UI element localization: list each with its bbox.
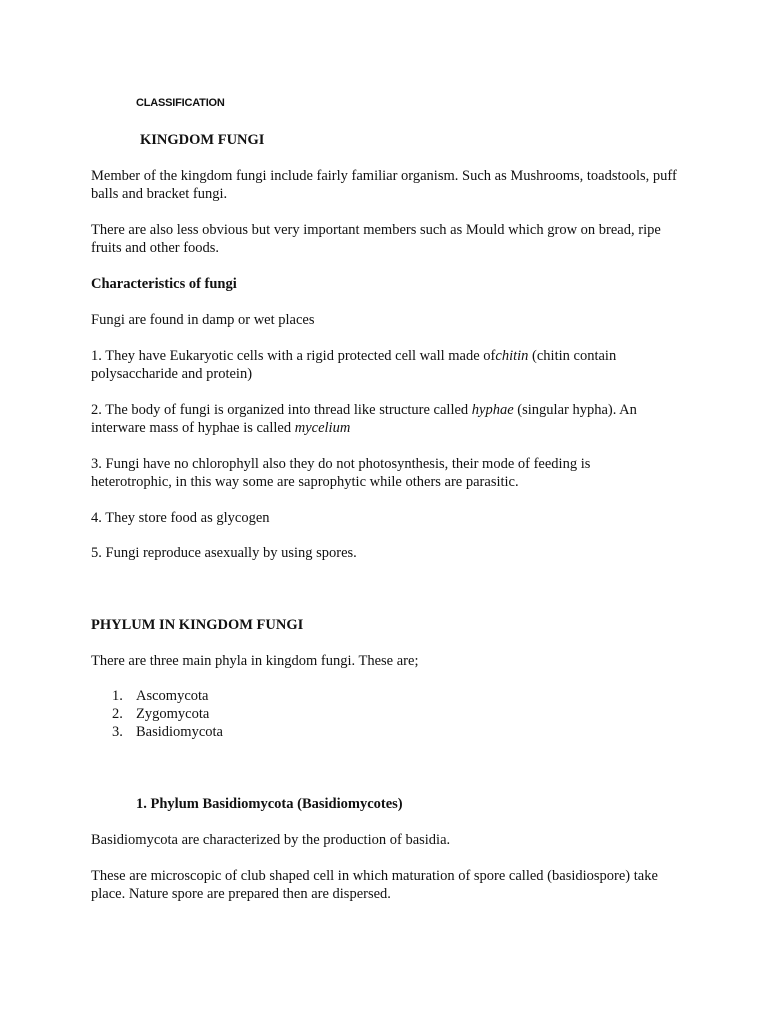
phylum-name: Zygomycota [136, 706, 210, 722]
phylum-name: Basidiomycota [136, 724, 223, 740]
hyphae-term: hyphae [471, 402, 514, 418]
chitin-term: chitin [495, 348, 529, 364]
basidiomycota-paragraph-2: These are microscopic of club shaped cell in which maturation of spore called (basidiospore) take place. Nature spore are prepared then are dispersed. [91, 868, 658, 902]
list-item [112, 723, 223, 741]
list-number: 3. [112, 724, 123, 740]
characteristic-1 [91, 347, 651, 383]
characteristic-4: 4. They store food as glycogen [91, 510, 270, 526]
intro-paragraph-1: Member of the kingdom fungi include fairly familiar organism. Such as Mushrooms, toadstools, puff balls and bracket fungi. [91, 168, 677, 202]
characteristic-2-text: 2. The body of fungi is organized into thread like structure called [91, 402, 472, 418]
classification-label: CLASSIFICATION [136, 97, 225, 109]
phyla-list [112, 687, 223, 741]
characteristic-2 [91, 401, 681, 437]
list-number: 2. [112, 706, 123, 722]
characteristic-2-middle: (singular hypha). An interware mass of hyphae is called [91, 402, 637, 436]
list-item [112, 687, 223, 705]
phylum-heading: PHYLUM IN KINGDOM FUNGI [91, 617, 304, 633]
characteristic-1-text: 1. They have Eukaryotic cells with a rigid protected cell wall made of [91, 348, 496, 364]
list-number: 1. [112, 688, 123, 704]
phylum-name: Ascomycota [136, 688, 209, 704]
kingdom-title: KINGDOM FUNGI [140, 132, 265, 148]
characteristic-3: 3. Fungi have no chlorophyll also they do not photosynthesis, their mode of feeding is heterotrophic, in this way some are saprophytic while others are parasitic. [91, 456, 591, 490]
list-item [112, 705, 223, 723]
mycelium-term: mycelium [294, 420, 351, 436]
characteristic-1-tail: (chitin contain polysaccharide and protein) [91, 348, 617, 382]
basidiomycota-paragraph-1: Basidiomycota are characterized by the production of basidia. [91, 832, 451, 848]
found-in-text: Fungi are found in damp or wet places [91, 312, 315, 328]
characteristic-5: 5. Fungi reproduce asexually by using spores. [91, 545, 357, 561]
intro-paragraph-2: There are also less obvious but very important members such as Mould which grow on bread, ripe fruits and other foods. [91, 222, 661, 256]
characteristics-heading: Characteristics of fungi [91, 276, 237, 292]
basidiomycota-heading: 1. Phylum Basidiomycota (Basidiomycotes) [136, 796, 403, 812]
phyla-intro: There are three main phyla in kingdom fungi. These are; [91, 653, 419, 669]
